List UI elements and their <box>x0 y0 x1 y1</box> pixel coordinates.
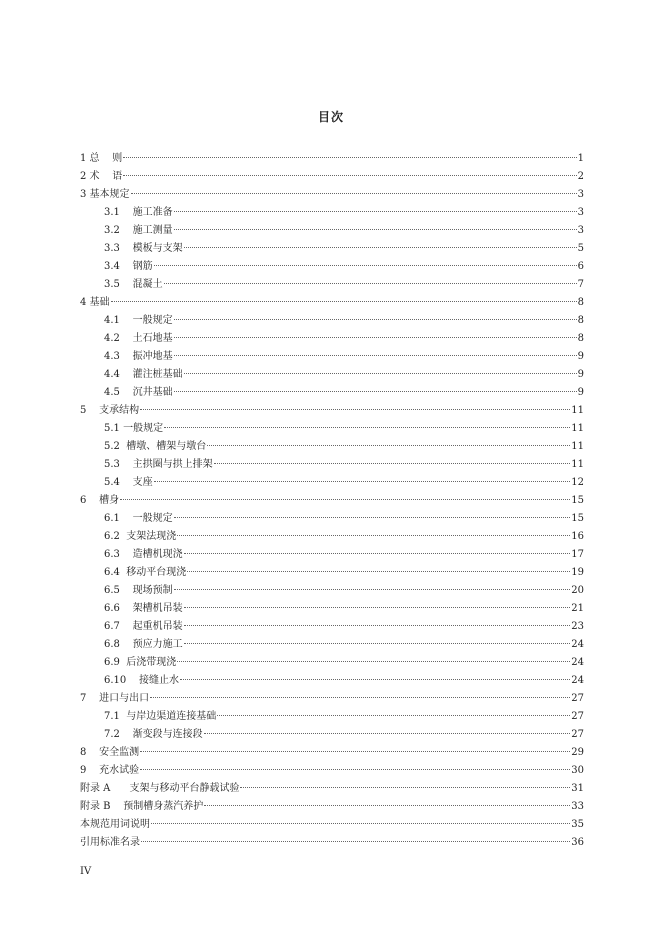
toc-entry-label: 3.3 模板与支架 <box>104 243 183 254</box>
toc-entry-label: 6.5 现场预制 <box>104 585 173 596</box>
toc-dot-leader <box>184 373 577 374</box>
toc-entry-page: 11 <box>571 405 584 416</box>
toc-entry[interactable] <box>80 420 584 438</box>
toc-entry-label: 6 槽身 <box>80 495 120 506</box>
toc-entry[interactable] <box>80 240 584 258</box>
toc-entry[interactable] <box>80 474 584 492</box>
toc-entry-label: 4.3 振冲地基 <box>104 351 173 362</box>
toc-entry[interactable] <box>80 438 584 456</box>
toc-entry-page: 6 <box>577 261 584 272</box>
toc-entry[interactable] <box>80 528 584 546</box>
toc-dot-leader <box>184 607 571 608</box>
toc-dot-leader <box>217 715 570 716</box>
toc-entry-page: 21 <box>571 603 584 614</box>
toc-entry-page: 12 <box>571 477 584 488</box>
toc-entry[interactable] <box>80 456 584 474</box>
toc-entry[interactable] <box>80 726 584 744</box>
toc-entry-page: 11 <box>571 423 584 434</box>
toc-entry-label: 6.6 架槽机吊装 <box>104 603 183 614</box>
toc-entry-label: 4.2 土石地基 <box>104 333 173 344</box>
toc-dot-leader <box>174 337 577 338</box>
toc-entry-label: 3 基本规定 <box>80 189 130 200</box>
toc-entry[interactable] <box>80 204 584 222</box>
toc-dot-leader <box>151 823 570 824</box>
toc-entry-page: 3 <box>577 189 584 200</box>
toc-entry[interactable] <box>80 384 584 402</box>
toc-dot-leader <box>174 211 577 212</box>
toc-entry-page: 16 <box>571 531 584 542</box>
toc-entry[interactable] <box>80 798 584 816</box>
toc-entry-label: 3.5 混凝土 <box>104 279 163 290</box>
toc-entry[interactable] <box>80 276 584 294</box>
toc-entry-page: 30 <box>571 765 584 776</box>
toc-entry-page: 19 <box>571 567 584 578</box>
toc-entry[interactable] <box>80 168 584 186</box>
toc-dot-leader <box>140 409 570 410</box>
table-of-contents <box>80 150 584 852</box>
toc-entry-label: 4.5 沉井基础 <box>104 387 173 398</box>
toc-entry[interactable] <box>80 366 584 384</box>
toc-entry[interactable] <box>80 546 584 564</box>
toc-dot-leader <box>174 517 571 518</box>
toc-entry-label: 4.4 灌注桩基础 <box>104 369 183 380</box>
toc-entry[interactable] <box>80 492 584 510</box>
toc-entry-page: 33 <box>571 801 584 812</box>
toc-entry-label: 3.2 施工测量 <box>104 225 173 236</box>
toc-entry-label: 附录 A 支架与移动平台静载试验 <box>80 783 240 794</box>
toc-entry-page: 8 <box>577 333 584 344</box>
toc-dot-leader <box>140 751 570 752</box>
toc-dot-leader <box>214 463 571 464</box>
toc-entry[interactable] <box>80 258 584 276</box>
toc-entry[interactable] <box>80 222 584 240</box>
toc-entry-label: 5.4 支座 <box>104 477 153 488</box>
toc-entry-page: 9 <box>577 351 584 362</box>
toc-entry-label: 6.1 一般规定 <box>104 513 173 524</box>
toc-entry[interactable] <box>80 708 584 726</box>
toc-entry-label: 6.7 起重机吊装 <box>104 621 183 632</box>
toc-entry-page: 23 <box>571 621 584 632</box>
toc-entry-label: 7.2 渐变段与连接段 <box>104 729 203 740</box>
toc-entry[interactable] <box>80 510 584 528</box>
toc-dot-leader <box>184 643 571 644</box>
toc-entry-page: 8 <box>577 315 584 326</box>
toc-entry-page: 17 <box>571 549 584 560</box>
toc-entry[interactable] <box>80 672 584 690</box>
toc-dot-leader <box>184 247 577 248</box>
toc-entry[interactable] <box>80 744 584 762</box>
toc-entry-page: 31 <box>571 783 584 794</box>
toc-dot-leader <box>177 661 570 662</box>
toc-dot-leader <box>123 157 576 158</box>
page-number: IV <box>80 866 92 877</box>
toc-entry-page: 35 <box>571 819 584 830</box>
toc-dot-leader <box>154 265 577 266</box>
toc-dot-leader <box>204 733 571 734</box>
toc-entry-page: 7 <box>577 279 584 290</box>
toc-entry-label: 2 术 语 <box>80 171 123 182</box>
toc-entry-page: 9 <box>577 369 584 380</box>
toc-entry[interactable] <box>80 600 584 618</box>
toc-entry-page: 24 <box>571 639 584 650</box>
toc-dot-leader <box>164 283 577 284</box>
toc-dot-leader <box>174 229 577 230</box>
toc-dot-leader <box>120 499 570 500</box>
toc-entry-label: 7 进口与出口 <box>80 693 150 704</box>
toc-entry-page: 5 <box>577 243 584 254</box>
toc-dot-leader <box>184 553 571 554</box>
toc-entry-label: 6.3 造槽机现浇 <box>104 549 183 560</box>
toc-entry-label: 7.1 与岸边渠道连接基础 <box>104 711 217 722</box>
toc-entry-label: 3.4 钢筋 <box>104 261 153 272</box>
toc-entry-page: 20 <box>571 585 584 596</box>
toc-dot-leader <box>154 481 571 482</box>
toc-entry[interactable] <box>80 402 584 420</box>
toc-entry[interactable] <box>80 762 584 780</box>
toc-dot-leader <box>174 355 577 356</box>
toc-dot-leader <box>177 535 570 536</box>
toc-entry[interactable] <box>80 312 584 330</box>
toc-entry[interactable] <box>80 834 584 852</box>
toc-dot-leader <box>141 841 570 842</box>
toc-entry-page: 1 <box>577 153 584 164</box>
toc-entry-page: 11 <box>571 459 584 470</box>
toc-entry-page: 8 <box>577 297 584 308</box>
toc-entry-page: 3 <box>577 207 584 218</box>
toc-entry-label: 4 基础 <box>80 297 110 308</box>
toc-entry-page: 11 <box>571 441 584 452</box>
toc-entry[interactable] <box>80 348 584 366</box>
toc-entry[interactable] <box>80 780 584 798</box>
toc-dot-leader <box>140 769 570 770</box>
toc-entry-label: 5.3 主拱圈与拱上排架 <box>104 459 213 470</box>
toc-dot-leader <box>131 193 577 194</box>
toc-entry-page: 15 <box>571 495 584 506</box>
toc-dot-leader <box>174 391 577 392</box>
toc-dot-leader <box>187 571 570 572</box>
toc-entry-label: 5 支承结构 <box>80 405 140 416</box>
toc-entry-page: 27 <box>571 711 584 722</box>
toc-entry-label: 9 充水试验 <box>80 765 140 776</box>
toc-entry[interactable] <box>80 150 584 168</box>
toc-entry-page: 29 <box>571 747 584 758</box>
toc-entry-page: 15 <box>571 513 584 524</box>
page-title: 目次 <box>317 110 344 124</box>
toc-dot-leader <box>240 787 570 788</box>
toc-entry-label: 5.1 一般规定 <box>104 423 164 434</box>
toc-entry-label: 附录 B 预制槽身蒸汽养护 <box>80 801 204 812</box>
toc-entry-label: 6.2 支架法现浇 <box>104 531 177 542</box>
toc-entry[interactable] <box>80 330 584 348</box>
toc-entry-page: 9 <box>577 387 584 398</box>
toc-entry[interactable] <box>80 294 584 312</box>
toc-entry-page: 3 <box>577 225 584 236</box>
toc-entry-label: 6.8 预应力施工 <box>104 639 183 650</box>
toc-entry-label: 6.9 后浇带现浇 <box>104 657 177 668</box>
toc-dot-leader <box>180 679 570 680</box>
toc-entry-page: 27 <box>571 693 584 704</box>
toc-entry-page: 27 <box>571 729 584 740</box>
toc-entry[interactable] <box>80 618 584 636</box>
toc-dot-leader <box>174 319 577 320</box>
toc-dot-leader <box>204 805 570 806</box>
toc-entry-label: 引用标准名录 <box>80 837 140 848</box>
toc-entry-label: 6.10 接缝止水 <box>104 675 179 686</box>
toc-dot-leader <box>184 625 571 626</box>
toc-dot-leader <box>174 589 571 590</box>
toc-entry[interactable] <box>80 186 584 204</box>
toc-entry-page: 24 <box>571 657 584 668</box>
toc-entry-label: 6.4 移动平台现浇 <box>104 567 187 578</box>
toc-entry[interactable] <box>80 636 584 654</box>
toc-dot-leader <box>123 175 576 176</box>
toc-entry[interactable] <box>80 690 584 708</box>
toc-entry[interactable] <box>80 816 584 834</box>
toc-dot-leader <box>164 427 570 428</box>
toc-entry[interactable] <box>80 654 584 672</box>
toc-entry[interactable] <box>80 564 584 582</box>
toc-entry-label: 5.2 槽墩、槽架与墩台 <box>104 441 207 452</box>
toc-entry-page: 2 <box>577 171 584 182</box>
toc-dot-leader <box>150 697 570 698</box>
toc-entry[interactable] <box>80 582 584 600</box>
toc-entry-label: 3.1 施工准备 <box>104 207 173 218</box>
toc-entry-label: 1 总 则 <box>80 153 123 164</box>
toc-entry-label: 4.1 一般规定 <box>104 315 173 326</box>
toc-entry-label: 8 安全监测 <box>80 747 140 758</box>
toc-entry-label: 本规范用词说明 <box>80 819 150 830</box>
toc-dot-leader <box>207 445 570 446</box>
toc-entry-page: 36 <box>571 837 584 848</box>
toc-dot-leader <box>111 301 577 302</box>
toc-entry-page: 24 <box>571 675 584 686</box>
